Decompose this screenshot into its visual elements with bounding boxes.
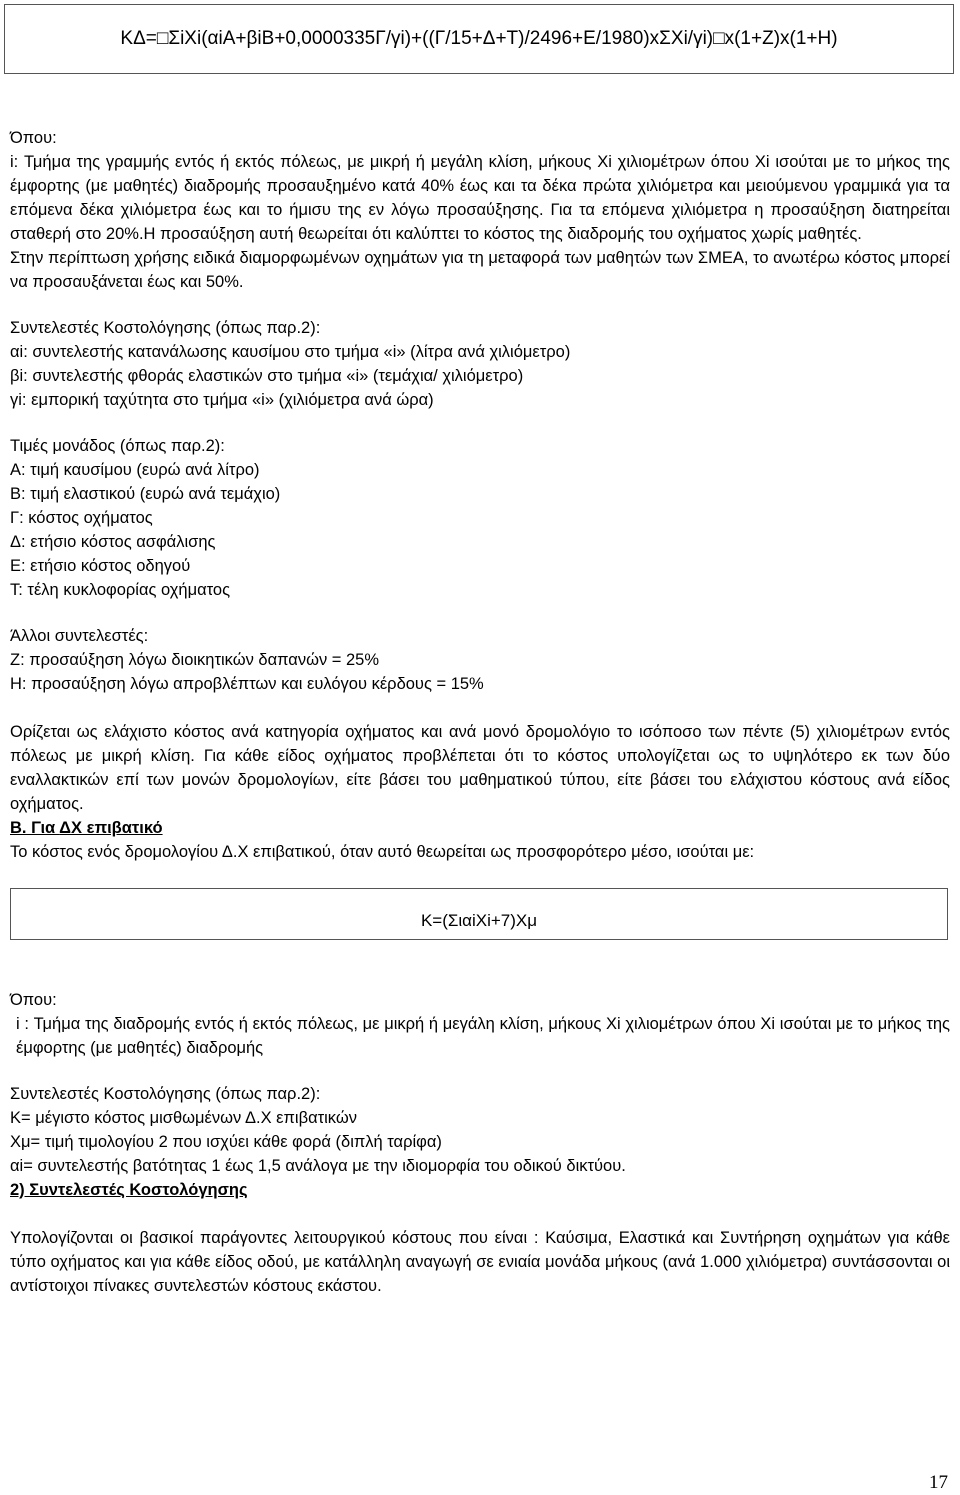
unit-price-c: Γ: κόστος οχήματος — [10, 509, 153, 527]
section-b-segment-definition: i : Τμήμα της διαδρομής εντός ή εκτός πόλεως, με μικρή ή μεγάλη κλίση, μήκους Χi χιλιομέτρων όπου Χi ισούται με το μήκος της έμφορτης (με μαθητές) διαδρομής — [16, 1015, 950, 1057]
other-coefficient-h: Η: προσαύξηση λόγω απροβλέπτων και ευλόγου κέρδους = 15% — [10, 675, 484, 693]
section-b-heading-prefix: Β. Για — [10, 819, 60, 837]
unit-price-a: Α: τιμή καυσίμου (ευρώ ανά λίτρο) — [10, 461, 260, 479]
document-body — [10, 126, 950, 1298]
taxi-formula: Κ=(ΣιαiΧi+7)Χμ — [420, 911, 538, 930]
section-b-heading-title: ΔΧ επιβατικό — [59, 819, 163, 837]
section-b-intro: Το κόστος ενός δρομολογίου Δ.Χ επιβατικού, όταν αυτό θεωρείται ως προσφορότερο μέσο, ισούται με: — [10, 843, 755, 861]
unit-price-b: Β: τιμή ελαστικού (ευρώ ανά τεμάχιο) — [10, 485, 281, 503]
unit-prices-title: Τιμές μονάδος (όπως παρ.2): — [10, 437, 225, 455]
segment-definition: i: Τμήμα της γραμμής εντός ή εκτός πόλεως, με μικρή ή μεγάλη κλίση, μήκους Xi χιλιομέτρων όπου Xi ισούται με το μήκος της έμφορτης (με μαθητές) διαδρομής προσαυξημένο κατά 40% έως και τα δέκα πρώτα χιλιόμετρα και μειούμενου γραμμικά για τα επόμενα δέκα χιλιόμετρα έως και το ήμισυ της εν λόγω προσαύξησης. Για τα επόμενα χιλιόμετρα η προσαύξηση διατηρείται σταθερή στο 20%.Η προσαύξηση αυτή θεωρείται ότι καλύπτει το κόστος της διαδρομής του οχήματος χωρίς μαθητές. — [10, 153, 950, 243]
unit-price-e: Ε: ετήσιο κόστος οδηγού — [10, 557, 191, 575]
section-2-heading: 2) Συντελεστές Κοστολόγησης — [10, 1181, 248, 1199]
section-b-coefficient-ai: αi= συντελεστής βατότητας 1 έως 1,5 ανάλογα με την ιδιομορφία του οδικού δικτύου. — [10, 1157, 626, 1175]
coefficient-beta: βi: συντελεστής φθοράς ελαστικών στο τμήμα «i» (τεμάχια/ χιλιόμετρο) — [10, 367, 524, 385]
coefficients-title: Συντελεστές Κοστολόγησης (όπως παρ.2): — [10, 319, 321, 337]
formula-box — [4, 4, 954, 74]
taxi-formula-box — [10, 888, 948, 940]
minimum-cost-paragraph: Ορίζεται ως ελάχιστο κόστος ανά κατηγορία οχήματος και ανά μονό δρομολόγιο το ισόποσο των πέντε (5) χιλιομέτρων εντός πόλεως με μικρή κλίση. Για κάθε είδος οχήματος προβλέπεται ότι το κόστος υπολογίζεται ως το υψηλότερο εκ των δύο εναλλακτικών επί των μονών δρομολογίων, είτε βάσει του μαθηματικού τύπου, είτε βάσει του ελάχιστου κόστους ανά είδος οχήματος. — [10, 723, 950, 813]
section-b-where-label: Όπου: — [10, 991, 57, 1009]
section-2-paragraph: Υπολογίζονται οι βασικοί παράγοντες λειτουργικού κόστους που είναι : Καύσιμα, Ελαστικά και Συντήρηση οχημάτων για κάθε τύπο οχήματος και για κάθε είδος οδού, με κατάλληλη αναγωγή σε ενιαία μονάδα μήκους (ανά 1.000 χιλιόμετρα) συντάσσονται οι αντίστοιχοι πίνακες συντελεστών κόστους εκάστου. — [10, 1229, 950, 1295]
coefficient-alpha: αi: συντελεστής κατανάλωσης καυσίμου στο τμήμα «i» (λίτρα ανά χιλιόμετρο) — [10, 343, 571, 361]
cost-formula: ΚΔ=□ΣiXi(αiA+βiB+0,0000335Γ/γi)+((Γ/15+Δ+Τ)/2496+Ε/1980)xΣXi/γi)□x(1+Z)x(1+H) — [120, 28, 838, 49]
smea-note: Στην περίπτωση χρήσης ειδικά διαμορφωμένων οχημάτων για τη μεταφορά των μαθητών των ΣΜΕΑ, το ανωτέρω κόστος μπορεί να προσαυξάνεται έως και 50%. — [10, 249, 950, 291]
coefficient-gamma: γi: εμπορική ταχύτητα στο τμήμα «i» (χιλιόμετρα ανά ώρα) — [10, 391, 434, 409]
unit-price-d: Δ: ετήσιο κόστος ασφάλισης — [10, 533, 216, 551]
section-b-coefficients-title: Συντελεστές Κοστολόγησης (όπως παρ.2): — [10, 1085, 321, 1103]
section-b-heading — [10, 816, 950, 840]
section-b-coefficient-k: Κ= μέγιστο κόστος μισθωμένων Δ.Χ επιβατικών — [10, 1109, 357, 1127]
unit-price-t: Τ: τέλη κυκλοφορίας οχήματος — [10, 581, 231, 599]
where-label: Όπου: — [10, 129, 57, 147]
section-b-coefficient-xm: Χμ= τιμή τιμολογίου 2 που ισχύει κάθε φορά (διπλή ταρίφα) — [10, 1133, 442, 1151]
other-coefficient-z: Ζ: προσαύξηση λόγω διοικητικών δαπανών = 25% — [10, 651, 380, 669]
other-coefficients-title: Άλλοι συντελεστές: — [10, 627, 149, 645]
page-number: 17 — [929, 1472, 948, 1493]
